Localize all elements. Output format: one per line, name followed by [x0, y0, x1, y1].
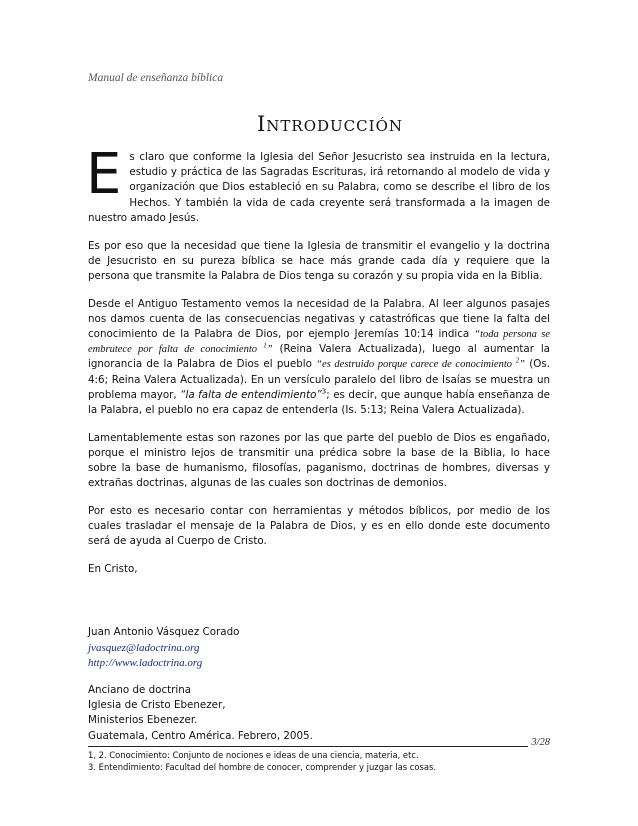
page-title: Introducción — [257, 112, 403, 136]
author-email-link[interactable]: jvasquez@ladoctrina.org — [88, 641, 200, 654]
paragraph-2: Es por eso que la necesidad que tiene la Iglesia de transmitir el evangelio y la doctrina de Jesucristo en su pureza bíblica se hace más grande cada día y requiere que la persona que transmite la Palabra de Dios tenga su corazón y su propia vida en la Biblia. — [88, 239, 550, 282]
paragraph-4: Lamentablemente estas son razones por las que parte del pueblo de Dios es engañado, porque el ministro lejos de transmitir una prédica sobre la base de la Biblia, lo hace sobre la base de humanismo, filosofías, paganismo, doctrinas de hombres, diversas y extrañas doctrinas, algunas de las cuales son doctrinas de demonios. — [88, 431, 550, 490]
website-link[interactable]: http://www.ladoctrina.org — [88, 656, 203, 669]
church-name: Iglesia de Cristo Ebenezer, — [88, 699, 226, 712]
document-body — [86, 142, 551, 774]
place-date: Guatemala, Centro América. Febrero, 2005. — [88, 729, 313, 742]
author-name: Juan Antonio Vásquez Corado — [88, 626, 240, 639]
running-header: Manual de enseñanza bíblica — [88, 72, 224, 84]
drop-cap: E — [86, 142, 122, 207]
paragraph-1-text: s claro que conforme la Iglesia del Señor Jesucristo sea instruida en la lectura, estudio y práctica de las Sagradas Escrituras, irá retornando al modelo de vida y organización que Dios estableció en su Palabra, como se describe el libro de los Hechos. Y también la vida de cada creyente será transformada a la imagen de nuestro amado Jesús. — [88, 151, 550, 224]
paragraph-3-text-a: Desde el Antiguo Testamento vemos la necesidad de la Palabra. Al leer algunos pasajes nos damos cuenta de las consecuencias negativas y catastróficas que tiene la falta del conocimiento de la Palabra de Dios, por ejemplo Jeremías 10:14 indica — [88, 297, 550, 341]
page-number: 3/28 — [531, 737, 550, 748]
author-role: Anciano de doctrina — [88, 683, 192, 696]
footnotes — [88, 749, 550, 774]
footnote-ref-1: 1 — [263, 341, 267, 350]
paragraph-3-text-d: ; es decir, que aunque había enseñanza de la Palabra, el pueblo no era capaz de entenderla (Is. 5:13; Reina Valera Actualizada). — [88, 388, 551, 417]
footnote-divider — [88, 746, 528, 747]
paragraph-1 — [86, 142, 550, 226]
paragraph-3-text-b: (Reina Valera Actualizada), luego al aumentar la ignorancia de la Palabra de Dios el pueblo — [88, 343, 550, 371]
quote-jeremias-text: “toda persona se embrutece por falta de conocimiento — [88, 329, 550, 356]
paragraph-3 — [88, 297, 550, 419]
closing: En Cristo, — [88, 563, 138, 576]
footnote-ref-2: 2 — [515, 356, 520, 365]
quote-oseas — [316, 356, 525, 371]
quote-jeremias-end: ” — [266, 344, 273, 356]
quote-oseas-text: “es destruido porque carece de conocimiento — [316, 359, 516, 371]
footnote-3: 3. Entendimiento: Facultad del hombre de conocer, comprender y juzgar las cosas. — [88, 762, 436, 773]
paragraph-5: Por esto es necesario contar con herramientas y métodos bíblicos, por medio de los cuales trasladar el mensaje de la Palabra de Dios, y es en ello donde este documento será de ayuda al Cuerpo de Cristo. — [88, 505, 550, 548]
ministry-name: Ministerios Ebenezer. — [88, 714, 198, 727]
quote-isaias: “la falta de entendimiento” — [180, 388, 322, 401]
footnote-1-2: 1, 2. Conocimiento: Conjunto de nociones e ideas de una ciencia, materia, etc. — [88, 749, 419, 760]
paragraph-3-text-c: (Os. 4:6; Reina Valera Actualizada). En un versículo paralelo del libro de Isaías se muestra un problema mayor, — [88, 358, 550, 401]
quote-oseas-end: ” — [519, 359, 525, 371]
footnote-ref-3: 3 — [321, 387, 327, 396]
signature-block — [88, 625, 550, 743]
